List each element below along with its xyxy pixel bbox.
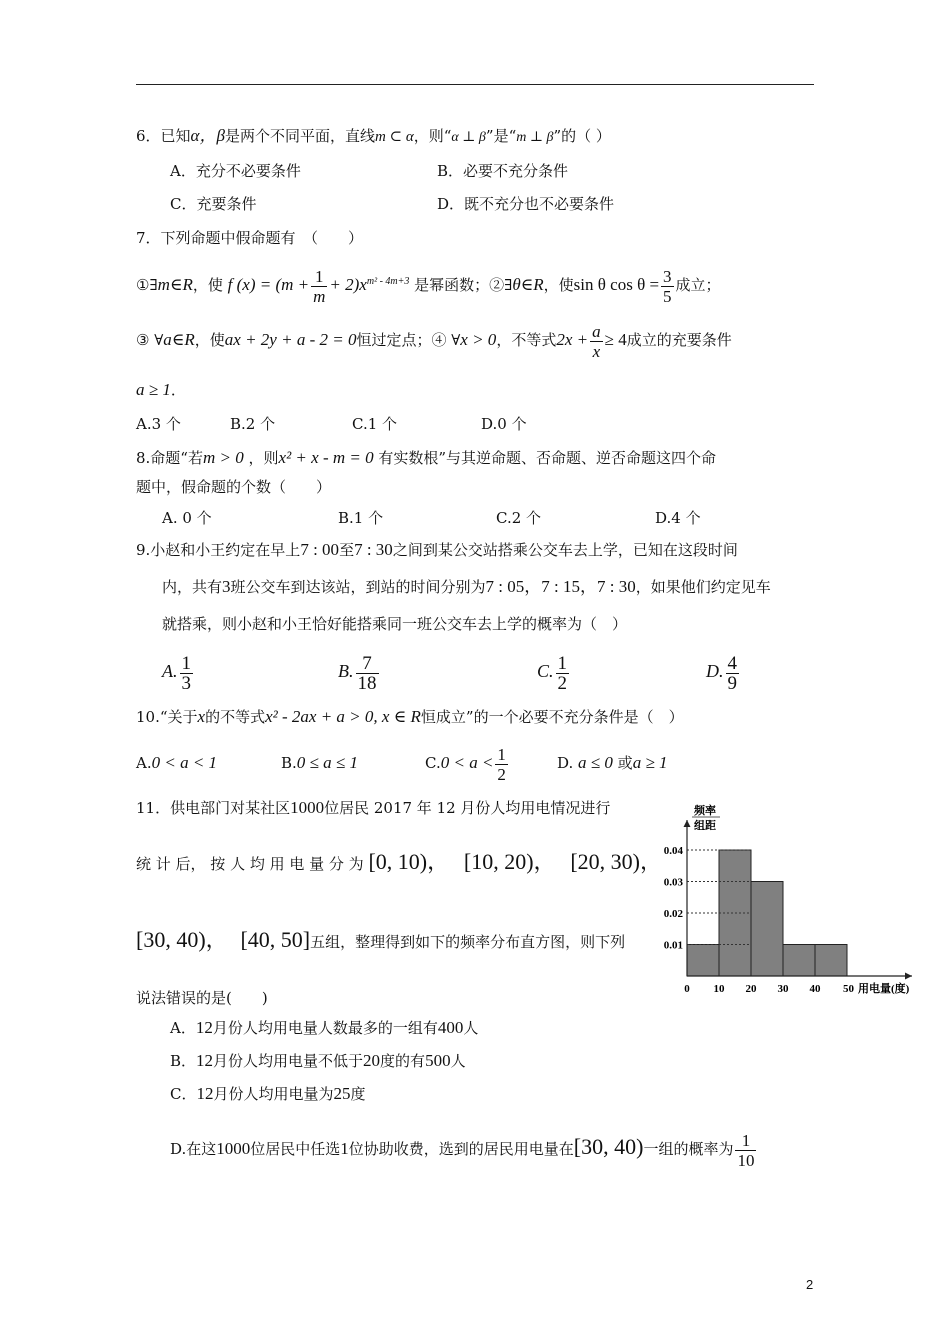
x-tick-label: 50 [843,983,854,995]
q9-option-d-fraction [726,654,740,693]
x-tick-label: 30 [777,983,789,995]
q8-d: x² + x - m = 0 [278,448,374,467]
q11-option-a-num1: 12 [195,1018,213,1037]
q7-l1-g: + 2)x [329,275,367,294]
q11-l3-c: 五组，整理得到如下的频率分布直方图，则下列 [310,933,626,951]
q10-option-b-math: 0 ≤ a ≤ 1 [296,753,358,772]
q10-option-d-label: D. [557,754,574,772]
q11-option-c-unit: 度 [350,1085,366,1103]
q11-l2-interval1: [0, 10)， [368,849,450,874]
q9-l1-b: 7 : 00 [300,540,340,559]
q11-option-d-fraction [735,1131,756,1170]
q11-option-d-label: D.在这 [170,1140,217,1158]
q9-line3: 就搭乘，则小赵和小王恰好能搭乘同一班公交车去上学的概率为（ ） [162,615,628,633]
q7-l2-f: ax + 2y + a - 2 = 0 [224,330,357,349]
q7-l1-a: ①∃ [136,276,158,294]
q8-line2: 题中，假命题的个数（ ） [136,478,332,496]
q7-l3: a ≥ 1 [136,380,171,399]
q9-option-a-label: A. [162,661,178,681]
frequency-histogram [650,800,930,1000]
q10-option-a-math: 0 < a < 1 [151,753,218,772]
q7-l2-d: R [184,330,195,349]
q7-l2-k: ≥ 4 [604,330,627,349]
histogram-bar [783,945,815,977]
q11-option-c-num1: 12 [196,1084,214,1103]
y-tick-labels [664,845,684,952]
q7-option-b: B.2 个 [230,415,276,433]
q7-l2-e: ，使 [194,331,225,349]
q10-c: 的不等式 [205,708,266,726]
q10-d: x² - 2ax + a > 0, x ∈ R [265,707,421,726]
q6-stem-math-planes: α，β [190,126,225,145]
q7-l2-b: a [163,330,172,349]
q11-l2-interval3: [20, 30)， [570,849,662,874]
q9-option-c [537,648,571,695]
q6-stem-math-perp2: m ⊥ β [516,130,554,145]
q10-option-d [557,741,668,785]
q10-option-c-den: 2 [497,764,506,784]
q11-option-b-num2: 20 [363,1051,381,1070]
q7-l1-c: ∈ [169,275,183,294]
y-tick-label: 0.01 [663,939,683,952]
q7-option-d: D.0 个 [481,415,527,433]
q11-line2 [136,849,662,874]
q7-l1-n: 成立； [675,276,721,294]
q7-l1-l: ，使 [543,276,574,294]
q9-l1-c: 至 [339,541,355,559]
histogram-bar [687,945,719,977]
q11-option-d-num: 1 [735,1131,756,1151]
q11-option-c [170,1084,366,1104]
q7-l1-h: 是幂函数；②∃ [414,276,513,294]
q7-l2-i: ，不等式 [496,331,557,349]
q11-option-a-unit: 人 [463,1019,479,1037]
q10-option-a-label: A. [136,754,152,772]
q7-l1-m: sin θ cos θ = [573,275,660,294]
q11-option-c-num2: 25 [333,1084,351,1103]
q6-stem-text-g: ”是“ [485,127,517,145]
q11-line4: 说法错误的是( ) [136,989,268,1007]
y-axis-label-bottom: 组距 [694,820,716,832]
x-tick-labels [684,983,854,995]
q8-c: ，则 [248,449,279,467]
q7-l1-fraction2 [661,267,674,306]
q10-b: x [197,707,206,726]
q11-l2-a: 统 计 后， 按 人 均 用 电 量 分 为 [136,855,364,873]
q10-option-d-or: 或 [617,754,633,772]
y-tick-label: 0.02 [663,908,683,920]
q9-line1 [136,540,738,560]
q9-l2-a: 内，共有 [162,578,223,596]
q8-option-a: A. 0 个 [162,509,212,527]
q6-option-a: A．充分不必要条件 [170,162,301,180]
q10-stem [136,707,684,727]
q7-l2-c: ∈ [171,330,185,349]
q9-option-a-num: 1 [181,652,191,674]
y-axis-label-top: 频率 [694,805,716,817]
q6-stem-text-i: ”的（ ） [553,127,611,145]
q11-option-d-text1: 位居民中任选 [250,1140,341,1158]
q11-line1 [136,798,610,818]
q11-l1-c: 位居民 2017 年 12 月份人均用电情况进行 [324,799,611,817]
q6-stem-math-line: m ⊂ α [374,129,414,145]
q6-stem-math-perp1: α ⊥ β [451,130,486,145]
q11-option-a-text: 月份人均用电量人数最多的一组有 [212,1019,438,1037]
q6-stem [136,126,611,148]
histogram-bar [751,882,783,977]
q8-a: 8.命题“若 [136,449,203,467]
q7-option-a: A.3 个 [136,415,181,433]
q9-option-b [338,648,381,695]
q6-stem-text-c: 是两个不同平面，直线 [224,127,375,145]
q7-l1-frac2-num: 3 [663,266,672,286]
q8-option-b: B.1 个 [338,509,384,527]
q11-option-d-interval: [30, 40) [573,1134,644,1159]
q7-stem: 7．下列命题中假命题有 （ ） [136,229,364,247]
q9-option-c-fraction [556,654,570,693]
page-number: 2 [806,1277,814,1292]
q9-line2 [162,577,771,597]
q10-option-a [136,741,217,785]
q9-option-a [162,648,195,695]
q7-l2-a: ③ ∀ [136,331,164,349]
q9-l2-c: 班公交车到达该站，到站的时间分别为 [230,578,486,596]
q7-l2-frac-num: a [592,321,601,341]
x-tick-label: 40 [809,983,821,995]
q11-option-b-text2: 度的有 [380,1052,426,1070]
q10-a: 10.“关于 [136,708,198,726]
q7-l1-sup: m² - 4m+3 [366,276,410,287]
q10-option-d-math1: a ≤ 0 [578,753,613,772]
x-tick-label: 20 [745,983,757,995]
x-axis-label: 用电量(度) [858,983,910,995]
q7-l1-f: f (x) = (m + [227,275,310,294]
q11-option-d-num1: 1000 [216,1139,251,1158]
q11-option-b-num3: 500 [425,1051,451,1070]
q11-option-c-label: C． [170,1085,197,1103]
q11-option-b-label: B． [170,1052,197,1070]
q7-l2-l: 成立的充要条件 [626,331,732,349]
q11-l3-interval4: [30, 40)， [136,927,228,952]
x-tick-label: 10 [713,983,725,995]
q7-l2-h: x > 0 [460,330,497,349]
q7-l3-dot: ． [170,381,186,399]
q10-option-c-label: C. [425,754,441,772]
q11-option-a-num2: 400 [437,1018,464,1037]
q10-e: 恒成立”的一个必要不充分条件是（ ） [420,708,684,726]
q9-option-c-num: 1 [557,652,568,674]
q11-line3 [136,927,626,952]
y-tick-label: 0.04 [663,845,683,857]
q10-option-c-num: 1 [497,744,506,764]
q11-option-b-num1: 12 [196,1051,214,1070]
y-tick-label: 0.03 [663,876,683,889]
q9-option-c-label: C. [537,661,554,681]
q11-l1-a: 11．供电部门对某社区 [136,799,291,817]
q10-option-b [281,741,358,785]
q9-option-a-den: 3 [181,672,191,694]
q9-l1-d: 7 : 30 [354,540,393,559]
q7-l2-j: 2x + [556,330,589,349]
q8-b: m > 0 [202,448,244,467]
q11-option-c-text: 月份人均用电量为 [213,1085,334,1103]
q10-option-c-fraction [495,745,508,784]
q9-l2-d: 7 : 05，7 : 15，7 : 30 [485,577,636,596]
q7-line3 [136,380,186,400]
q7-l2-g: 恒过定点；④ ∀ [356,331,461,349]
q7-l2-frac-den: x [592,341,601,361]
q11-option-d [170,1125,758,1171]
q9-option-b-den: 18 [357,672,377,694]
q9-option-b-fraction [356,654,379,693]
q7-l2-fraction [590,322,603,361]
q8-option-c: C.2 个 [496,509,542,527]
q10-option-d-math2: a ≥ 1 [632,753,668,772]
q6-stem-text-e: ，则“ [413,127,452,145]
q6-stem-text-a: 6．已知 [136,127,191,145]
q7-l1-k: R [533,275,544,294]
q9-option-d-label: D. [706,661,724,681]
q9-option-d [706,648,741,695]
q11-option-a-label: A． [170,1019,196,1037]
q7-l1-j: ∈ [520,275,534,294]
q11-option-b-unit: 人 [450,1052,466,1070]
x-tick-label: 0 [684,983,690,995]
q7-l1-b: m [157,275,170,294]
q7-l1-frac-den: m [313,286,326,306]
q11-l2-interval2: [10, 20)， [463,849,556,874]
q9-option-b-num: 7 [356,654,379,674]
q11-option-d-den: 10 [737,1150,755,1170]
q9-option-d-num: 4 [727,652,737,674]
q11-l1-b: 1000 [290,798,325,817]
q8-line1 [136,448,716,468]
q7-l1-frac2-den: 5 [663,286,672,306]
q11-option-d-text2: 位协助收费，选到的居民用电量在 [348,1140,574,1158]
q10-option-c [425,741,510,785]
q7-option-c: C.1 个 [352,415,398,433]
q7-line1 [136,260,721,307]
q11-l3-interval5: [40, 50] [240,927,311,952]
q10-option-b-label: B. [281,754,297,772]
q6-option-b: B．必要不充分条件 [437,162,569,180]
q7-line2 [136,318,732,362]
q11-option-d-num2: 1 [340,1139,349,1158]
q10-option-c-math: 0 < a < [440,753,494,772]
q9-l1-e: 之间到某公交站搭乘公交车去上学，已知在这段时间 [392,541,738,559]
q9-l2-e: ，如果他们约定见车 [635,578,771,596]
q9-option-c-den: 2 [557,672,568,694]
q9-l1-a: 9.小赵和小王约定在早上 [136,541,301,559]
q7-l1-d: R [182,275,193,294]
q11-option-b-text1: 月份人均用电量不低于 [213,1052,364,1070]
q11-option-a [170,1018,478,1038]
q9-option-d-den: 9 [727,672,737,694]
q7-l1-i: θ [512,275,521,294]
q9-option-a-fraction [180,654,194,693]
q6-option-c: C．充要条件 [170,195,257,213]
q8-option-d: D.4 个 [655,509,701,527]
q7-l1-frac-num: 1 [311,267,327,287]
q11-option-b [170,1051,466,1071]
q7-l1-fraction [311,267,327,306]
q7-l1-e: ，使 [192,276,223,294]
q9-l2-b: 3 [222,577,231,596]
histogram-bar [815,945,847,977]
q11-option-d-text3: 一组的概率为 [643,1140,734,1158]
q9-option-b-label: B. [338,661,354,681]
q8-e: 有实数根”与其逆命题、否命题、逆否命题这四个命 [378,449,717,467]
header-rule [136,84,814,85]
q6-option-d: D．既不充分也不必要条件 [437,195,615,213]
